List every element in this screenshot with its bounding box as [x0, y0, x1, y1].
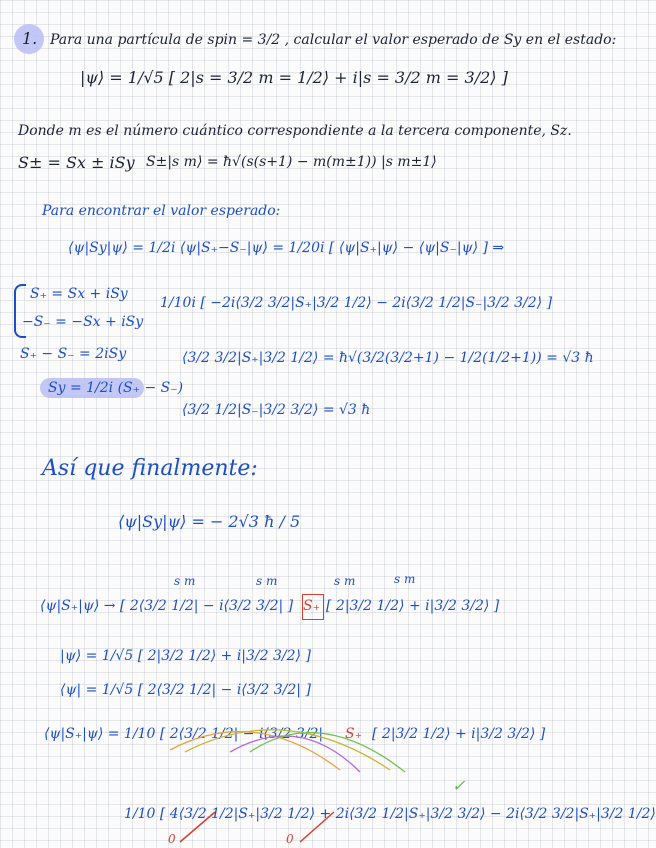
- arc-orange: [170, 732, 340, 770]
- s-m-labels-4: s m: [394, 572, 416, 586]
- splus-definition: S₊ = Sx + iSy: [30, 286, 128, 302]
- solution-intro: Para encontrar el valor esperado:: [42, 203, 281, 219]
- final-expansion: 1/10 [ 4⟨3/2 1/2|S₊|3/2 1/2⟩ + 2i⟨3/2 1/2|S₊|3/2 3/2⟩ − 2i⟨3/2 3/2|S₊|3/2 1/2⟩: [124, 806, 656, 822]
- expectation-expansion: ⟨ψ|Sy|ψ⟩ = 1/2i ⟨ψ|S₊−S₋|ψ⟩ = 1/20i [ ⟨ψ|S₊|ψ⟩ − ⟨ψ|S₋|ψ⟩ ] ⇒: [68, 240, 505, 256]
- m-definition: Donde m es el número cuántico correspondiente a la tercera componente, Sz.: [18, 123, 572, 139]
- zero-mark-1: 0: [168, 832, 176, 846]
- s-m-labels-3: s m: [334, 574, 356, 588]
- check-mark-icon: ✓: [452, 776, 466, 795]
- arc-purple: [230, 736, 360, 772]
- initial-state: |ψ⟩ = 1/√5 [ 2|s = 3/2 m = 1/2⟩ + i|s = 3/2 m = 3/2⟩ ]: [80, 68, 508, 87]
- splus-expectation-bra: ⟨ψ|S₊|ψ⟩ = 1/10 [ 2⟨3/2 1/2| − i⟨3/2 3/2|: [44, 726, 324, 742]
- problem-statement: Para una partícula de spin = 3/2 , calcular el valor esperado de Sy en el estado:: [50, 32, 617, 48]
- sy-result: Sy = 1/2i (S₊ − S₋): [48, 380, 184, 396]
- ket-expansion: [ 2|3/2 1/2⟩ + i|3/2 3/2⟩ ]: [326, 598, 500, 614]
- ladder-difference: S₊ − S₋ = 2iSy: [20, 346, 127, 362]
- sminus-definition: −S₋ = −Sx + iSy: [22, 314, 144, 330]
- splus-expectation-ket: [ 2|3/2 1/2⟩ + i|3/2 3/2⟩ ]: [372, 726, 546, 742]
- ket-psi: |ψ⟩ = 1/√5 [ 2|3/2 1/2⟩ + i|3/2 3/2⟩ ]: [60, 648, 311, 664]
- reduced-expression: 1/10i [ −2i⟨3/2 3/2|S₊|3/2 1/2⟩ − 2i⟨3/2 1/2|S₋|3/2 3/2⟩ ]: [160, 295, 553, 311]
- splus-expectation-expansion: ⟨ψ|S₊|ψ⟩ → [ 2⟨3/2 1/2| − i⟨3/2 3/2| ]: [40, 598, 294, 614]
- final-result: ⟨ψ|Sy|ψ⟩ = − 2√3 ħ / 5: [118, 512, 301, 531]
- splus-operator: S₊: [303, 598, 320, 614]
- sminus-matrix-element: ⟨3/2 1/2|S₋|3/2 3/2⟩ = √3 ħ: [182, 402, 371, 418]
- problem-number: 1.: [22, 29, 38, 48]
- splus-matrix-element: ⟨3/2 3/2|S₊|3/2 1/2⟩ = ħ√(3/2(3/2+1) − 1/2(1/2+1)) = √3 ħ: [182, 350, 594, 366]
- zero-mark-2: 0: [286, 832, 294, 846]
- splus-operator-2: S₊: [345, 726, 362, 742]
- ladder-definition: S± = Sx ± iSy: [18, 153, 135, 172]
- ladder-action: S±|s m⟩ = ħ√(s(s+1) − m(m±1)) |s m±1⟩: [146, 154, 437, 170]
- s-m-labels-2: s m: [256, 574, 278, 588]
- bra-psi: ⟨ψ| = 1/√5 [ 2⟨3/2 1/2| − i⟨3/2 3/2| ]: [60, 682, 311, 698]
- s-m-labels-1: s m: [174, 574, 196, 588]
- finally-label: Así que finalmente:: [42, 456, 258, 481]
